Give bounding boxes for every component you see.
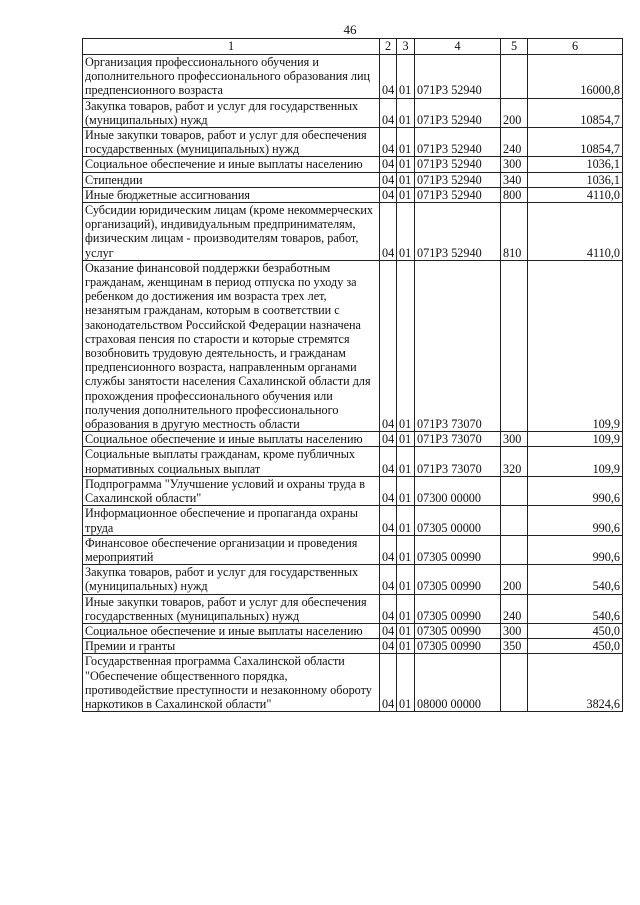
target-item-code: 07305 00000 [415,506,501,535]
subsection-code: 01 [397,260,415,431]
budget-table [82,38,623,712]
amount-value: 990,6 [528,506,623,535]
target-item-code: 071Р3 52940 [415,128,501,157]
item-name: Организация профессионального обучения и дополнительного профессионального образования лиц предпенсионного возраста [83,55,380,99]
subsection-code: 01 [397,506,415,535]
expense-type-code [501,476,528,505]
section-code: 04 [380,565,397,594]
subsection-code: 01 [397,623,415,638]
section-code: 04 [380,506,397,535]
section-code: 04 [380,203,397,261]
table-row [83,98,623,127]
section-code: 04 [380,476,397,505]
expense-type-code [501,535,528,564]
section-code: 04 [380,639,397,654]
target-item-code: 07300 00000 [415,476,501,505]
item-name: Оказание финансовой поддержки безработным гражданам, женщинам в период отпуска по уходу за ребенком до достижения им возраста трех лет, незанятым гражданам, которым в соответствии с законодательством Российской Федерации назначена страховая пенсия по старости и которые стремятся возобновить трудовую деятельность, и гражданам предпенсионного возраста, направленным органами службы занятости населения Сахалинской области для прохождения профессионального обучения или получения дополнительного профессионального образования в другую местность области [83,260,380,431]
subsection-code: 01 [397,565,415,594]
expense-type-code: 240 [501,128,528,157]
subsection-code: 01 [397,476,415,505]
subsection-code: 01 [397,432,415,447]
target-item-code: 071Р3 73070 [415,432,501,447]
table-row [83,447,623,476]
table-row [83,535,623,564]
target-item-code: 07305 00990 [415,565,501,594]
subsection-code: 01 [397,594,415,623]
section-code: 04 [380,260,397,431]
section-code: 04 [380,157,397,172]
item-name: Субсидии юридическим лицам (кроме некоммерческих организаций), индивидуальным предпринимателям, физическим лицам - производителям товаров, работ, услуг [83,203,380,261]
target-item-code: 07305 00990 [415,594,501,623]
expense-type-code: 240 [501,594,528,623]
table-row [83,594,623,623]
amount-value: 16000,8 [528,55,623,99]
target-item-code: 07305 00990 [415,623,501,638]
column-header: 1 [83,39,380,55]
subsection-code: 01 [397,98,415,127]
item-name: Социальное обеспечение и иные выплаты населению [83,432,380,447]
expense-type-code: 300 [501,432,528,447]
table-row [83,639,623,654]
expense-type-code: 300 [501,157,528,172]
expense-type-code: 200 [501,565,528,594]
table-row [83,476,623,505]
table-row [83,623,623,638]
table-row [83,654,623,712]
expense-type-code: 200 [501,98,528,127]
column-header: 2 [380,39,397,55]
subsection-code: 01 [397,55,415,99]
item-name: Стипендии [83,172,380,187]
target-item-code: 08000 00000 [415,654,501,712]
item-name: Финансовое обеспечение организации и проведения мероприятий [83,535,380,564]
amount-value: 540,6 [528,565,623,594]
table-row [83,203,623,261]
amount-value: 4110,0 [528,187,623,202]
section-code: 04 [380,654,397,712]
expense-type-code [501,260,528,431]
table-row [83,506,623,535]
target-item-code: 071Р3 73070 [415,260,501,431]
section-code: 04 [380,535,397,564]
table-row [83,55,623,99]
subsection-code: 01 [397,157,415,172]
table-row [83,432,623,447]
target-item-code: 07305 00990 [415,639,501,654]
item-name: Иные закупки товаров, работ и услуг для обеспечения государственных (муниципальных) нужд [83,594,380,623]
header-row [83,39,623,55]
subsection-code: 01 [397,172,415,187]
target-item-code: 071Р3 73070 [415,447,501,476]
expense-type-code: 320 [501,447,528,476]
expense-type-code [501,654,528,712]
amount-value: 1036,1 [528,157,623,172]
target-item-code: 071Р3 52940 [415,172,501,187]
column-header: 4 [415,39,501,55]
expense-type-code [501,506,528,535]
item-name: Информационное обеспечение и пропаганда охраны труда [83,506,380,535]
table-row [83,128,623,157]
table-row [83,172,623,187]
section-code: 04 [380,432,397,447]
amount-value: 1036,1 [528,172,623,187]
target-item-code: 07305 00990 [415,535,501,564]
target-item-code: 071Р3 52940 [415,187,501,202]
subsection-code: 01 [397,654,415,712]
amount-value: 109,9 [528,447,623,476]
item-name: Иные бюджетные ассигнования [83,187,380,202]
column-header: 6 [528,39,623,55]
amount-value: 109,9 [528,432,623,447]
amount-value: 990,6 [528,476,623,505]
amount-value: 540,6 [528,594,623,623]
item-name: Иные закупки товаров, работ и услуг для обеспечения государственных (муниципальных) нужд [83,128,380,157]
table-row [83,187,623,202]
item-name: Подпрограмма "Улучшение условий и охраны труда в Сахалинской области" [83,476,380,505]
section-code: 04 [380,187,397,202]
section-code: 04 [380,128,397,157]
amount-value: 4110,0 [528,203,623,261]
amount-value: 990,6 [528,535,623,564]
subsection-code: 01 [397,203,415,261]
table-row [83,565,623,594]
expense-type-code: 340 [501,172,528,187]
subsection-code: 01 [397,447,415,476]
expense-type-code: 800 [501,187,528,202]
expense-type-code: 300 [501,623,528,638]
target-item-code: 071Р3 52940 [415,157,501,172]
target-item-code: 071Р3 52940 [415,98,501,127]
subsection-code: 01 [397,535,415,564]
page-number: 46 [343,22,357,37]
target-item-code: 071Р3 52940 [415,203,501,261]
item-name: Государственная программа Сахалинской области "Обеспечение общественного порядка, противодействие преступности и незаконному обороту наркотиков в Сахалинской области" [83,654,380,712]
amount-value: 3824,6 [528,654,623,712]
expense-type-code [501,55,528,99]
section-code: 04 [380,594,397,623]
target-item-code: 071Р3 52940 [415,55,501,99]
column-header: 5 [501,39,528,55]
expense-type-code: 810 [501,203,528,261]
item-name: Социальные выплаты гражданам, кроме публичных нормативных социальных выплат [83,447,380,476]
item-name: Закупка товаров, работ и услуг для государственных (муниципальных) нужд [83,565,380,594]
amount-value: 450,0 [528,639,623,654]
section-code: 04 [380,98,397,127]
amount-value: 450,0 [528,623,623,638]
subsection-code: 01 [397,128,415,157]
item-name: Закупка товаров, работ и услуг для государственных (муниципальных) нужд [83,98,380,127]
item-name: Премии и гранты [83,639,380,654]
section-code: 04 [380,623,397,638]
expense-type-code: 350 [501,639,528,654]
section-code: 04 [380,172,397,187]
item-name: Социальное обеспечение и иные выплаты населению [83,157,380,172]
table-row [83,260,623,431]
column-header: 3 [397,39,415,55]
section-code: 04 [380,447,397,476]
table-row [83,157,623,172]
subsection-code: 01 [397,639,415,654]
amount-value: 10854,7 [528,128,623,157]
amount-value: 10854,7 [528,98,623,127]
subsection-code: 01 [397,187,415,202]
section-code: 04 [380,55,397,99]
amount-value: 109,9 [528,260,623,431]
item-name: Социальное обеспечение и иные выплаты населению [83,623,380,638]
